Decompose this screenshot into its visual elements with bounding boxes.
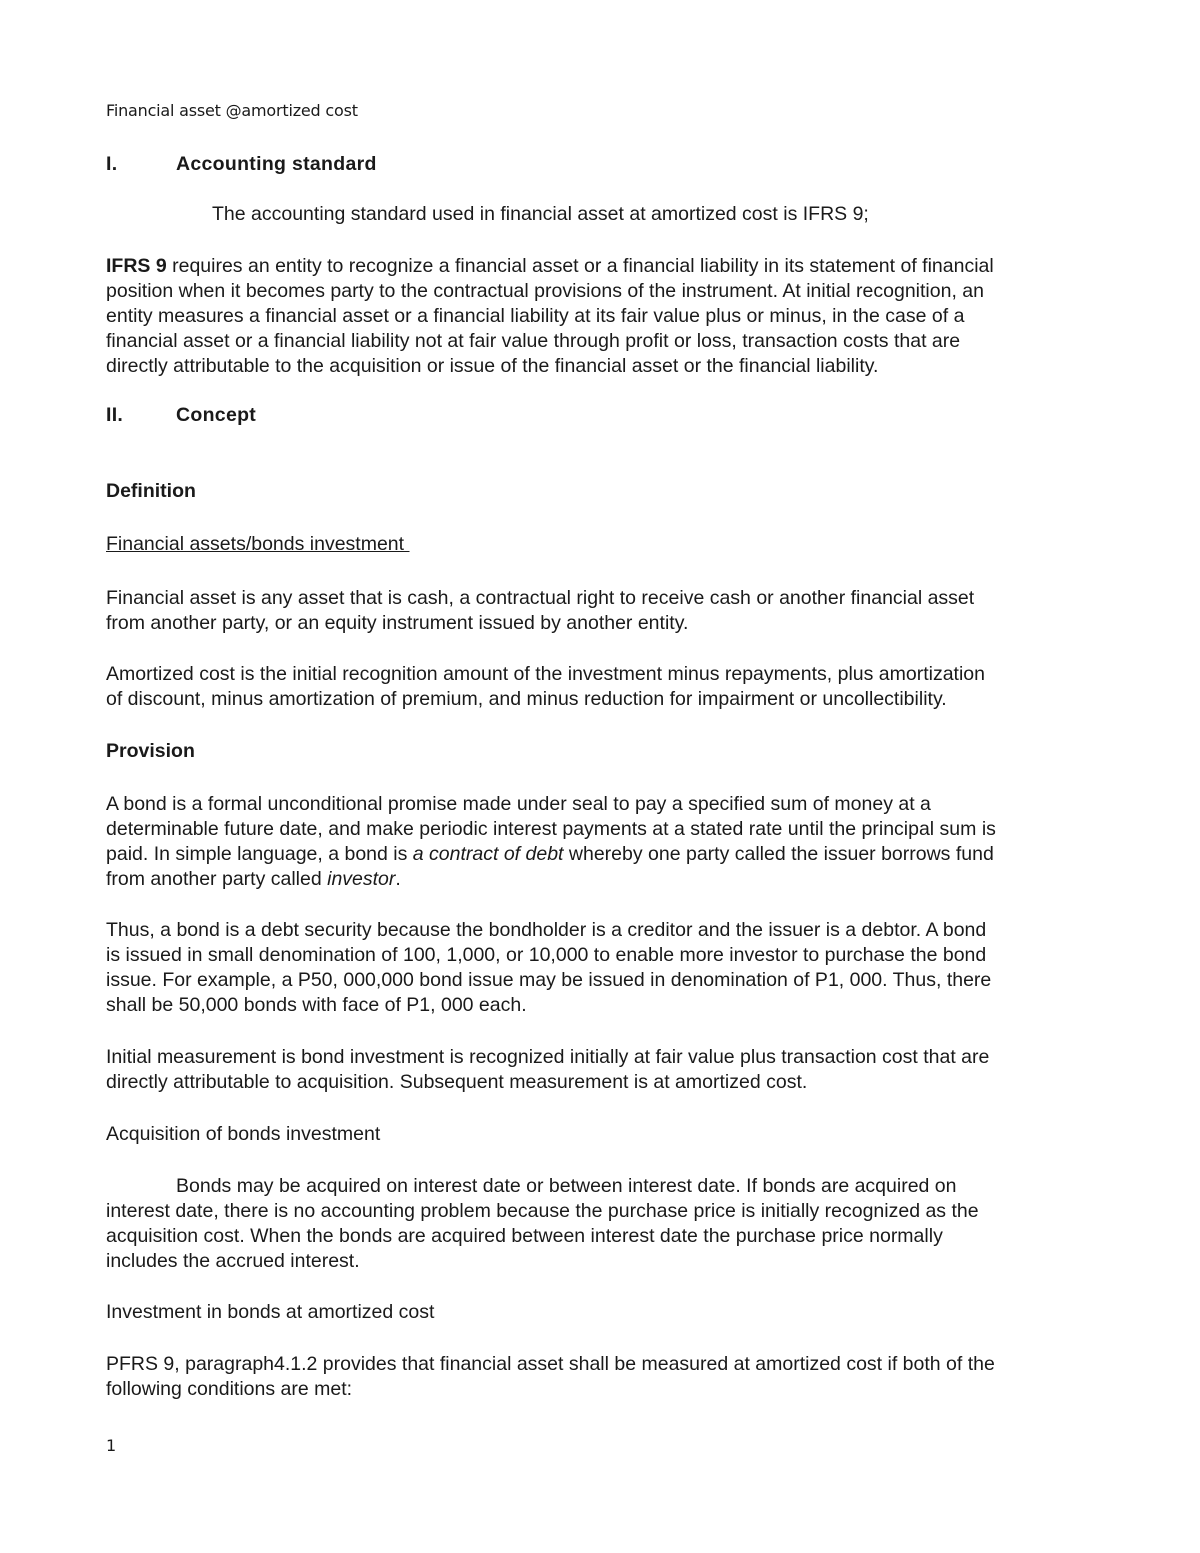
document-title: Financial asset @amortized cost	[106, 101, 358, 120]
provision-paragraph-1	[106, 792, 1096, 892]
italic-phrase: a contract of debt	[412, 843, 564, 865]
ifrs9-line: position when it becomes party to the contractual provisions of the instrument. At initial recognition, an	[106, 280, 984, 302]
text-line: shall be 50,000 bonds with face of P1, 000 each.	[106, 994, 527, 1016]
ifrs9-line: requires an entity to recognize a financial asset or a financial liability in its statement of financial	[166, 255, 994, 277]
text-line: is issued in small denomination of 100, 1,000, or 10,000 to enable more investor to purchase the bond	[106, 944, 987, 966]
text-line: from another party, or an equity instrument issued by another entity.	[106, 612, 689, 634]
text-line: from another party called	[106, 868, 328, 890]
section-1-heading	[106, 153, 377, 176]
text-line: paid. In simple language, a bond is	[106, 843, 413, 865]
text-line: Thus, a bond is a debt security because the bondholder is a creditor and the issuer is a debtor. A bond	[106, 919, 987, 941]
ifrs9-line: entity measures a financial asset or a financial liability at its fair value plus or minus, in the case of a	[106, 305, 965, 327]
ifrs9-line: directly attributable to the acquisition or issue of the financial asset or the financial liability.	[106, 355, 879, 377]
acquisition-paragraph	[106, 1174, 1096, 1274]
text-line: directly attributable to acquisition. Subsequent measurement is at amortized cost.	[106, 1071, 808, 1093]
document-page	[106, 0, 1096, 1553]
text-line: A bond is a formal unconditional promise made under seal to pay a specified sum of money at a	[106, 793, 931, 815]
text-line: .	[395, 868, 401, 890]
text-line: Bonds may be acquired on interest date or between interest date. If bonds are acquired on	[176, 1175, 957, 1197]
text-line: following conditions are met:	[106, 1378, 353, 1400]
text-line: issue. For example, a P50, 000,000 bond issue may be issued in denomination of P1, 000. Thus, there	[106, 969, 992, 991]
investment-heading: Investment in bonds at amortized cost	[106, 1301, 435, 1323]
ifrs9-label: IFRS 9	[106, 255, 167, 277]
text-line: Financial asset is any asset that is cash, a contractual right to receive cash or another financial asset	[106, 587, 975, 609]
text-line: Amortized cost is the initial recognition amount of the investment minus repayments, plus amortization	[106, 663, 985, 685]
ifrs9-paragraph	[106, 254, 1096, 379]
definition-subheading: Financial assets/bonds investment	[106, 533, 410, 555]
definition-heading: Definition	[106, 480, 196, 502]
page-number: 1	[106, 1436, 117, 1455]
provision-paragraph-3	[106, 1045, 1096, 1095]
ifrs9-line: financial asset or a financial liability not at fair value through profit or loss, transaction costs that are	[106, 330, 961, 352]
text-line: interest date, there is no accounting problem because the purchase price is initially recognized as the	[106, 1200, 979, 1222]
text-line: PFRS 9, paragraph4.1.2 provides that financial asset shall be measured at amortized cost if both of the	[106, 1353, 995, 1375]
section-1-number: I.	[106, 153, 118, 175]
provision-heading: Provision	[106, 740, 195, 762]
definition-paragraph-1	[106, 586, 1096, 636]
section-2-title: Concept	[176, 404, 257, 426]
section-2-number: II.	[106, 404, 124, 426]
text-line: Initial measurement is bond investment is recognized initially at fair value plus transaction cost that are	[106, 1046, 990, 1068]
text-line: whereby one party called the issuer borrows fund	[563, 843, 994, 865]
text-line: of discount, minus amortization of premium, and minus reduction for impairment or uncollectibility.	[106, 688, 947, 710]
acquisition-heading: Acquisition of bonds investment	[106, 1123, 381, 1145]
investment-paragraph	[106, 1352, 1096, 1402]
section-2-heading	[106, 404, 256, 427]
text-line: acquisition cost. When the bonds are acquired between interest date the purchase price normally	[106, 1225, 943, 1247]
standard-intro: The accounting standard used in financial asset at amortized cost is IFRS 9;	[212, 203, 869, 225]
text-line: includes the accrued interest.	[106, 1250, 360, 1272]
text-line: determinable future date, and make periodic interest payments at a stated rate until the principal sum is	[106, 818, 996, 840]
italic-phrase: investor	[327, 868, 396, 890]
section-1-title: Accounting standard	[176, 153, 377, 175]
provision-paragraph-2	[106, 918, 1096, 1018]
definition-paragraph-2	[106, 662, 1096, 712]
